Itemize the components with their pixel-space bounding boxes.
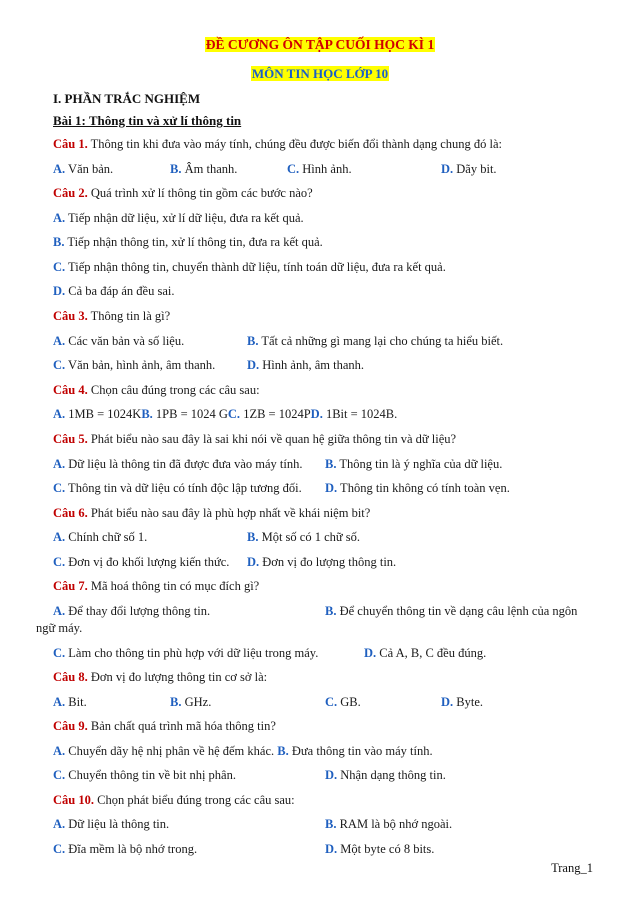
option-8d: D. Byte. [441, 695, 484, 709]
option-7b-continued: ngữ máy. [36, 621, 83, 635]
question-6: Câu 6. Phát biểu nào sau đây là phù hợp nhất về khái niệm bit? [53, 506, 371, 520]
option-5b: B. Thông tin là ý nghĩa của dữ liệu. [325, 457, 503, 471]
option-3c: C. Văn bản, hình ảnh, âm thanh. [53, 358, 216, 372]
option-5a: A. Dữ liệu là thông tin đã được đưa vào máy tính. [53, 457, 303, 471]
option-3a: A. Các văn bản và số liệu. [53, 334, 185, 348]
option-3b: B. Tất cả những gì mang lại cho chúng ta hiểu biết. [247, 334, 504, 348]
option-10b: B. RAM là bộ nhớ ngoài. [325, 817, 453, 831]
option-1b: B. Âm thanh. [170, 162, 238, 176]
option-7b: B. Để chuyển thông tin về dạng câu lệnh của ngôn [325, 604, 578, 618]
option-2c: C. Tiếp nhận thông tin, chuyển thành dữ liệu, tính toán dữ liệu, đưa ra kết quả. [53, 260, 446, 274]
option-8b: B. GHz. [170, 695, 212, 709]
question-3: Câu 3. Thông tin là gì? [53, 309, 171, 323]
option-5d: D. Thông tin không có tính toàn vẹn. [325, 481, 510, 495]
option-4-row: A. 1MB = 1024KB. 1PB = 1024 GC. 1ZB = 1024PD. 1Bit = 1024B. [53, 407, 398, 421]
option-10c: C. Đĩa mềm là bộ nhớ trong. [53, 842, 198, 856]
option-7a: A. Để thay đổi lượng thông tin. [53, 604, 211, 618]
question-1: Câu 1. Thông tin khi đưa vào máy tính, chúng đều được biến đổi thành dạng chung đó là: [53, 137, 503, 151]
page-number: Trang_1 [551, 861, 593, 875]
option-10d: D. Một byte có 8 bits. [325, 842, 435, 856]
option-9c: C. Chuyển thông tin về bit nhị phân. [53, 768, 236, 782]
question-8: Câu 8. Đơn vị đo lượng thông tin cơ sở là: [53, 670, 268, 684]
option-1d: D. Dãy bit. [441, 162, 497, 176]
option-9d: D. Nhận dạng thông tin. [325, 768, 446, 782]
section-heading: I. PHẦN TRẮC NGHIỆM [53, 91, 201, 106]
option-2d: D. Cả ba đáp án đều sai. [53, 284, 175, 298]
option-8c: C. GB. [325, 695, 361, 709]
option-6a: A. Chính chữ số 1. [53, 530, 148, 544]
document-title: ĐỀ CƯƠNG ÔN TẬP CUỐI HỌC KÌ 1 [205, 37, 435, 52]
option-6d: D. Đơn vị đo lượng thông tin. [247, 555, 397, 569]
option-2b: B. Tiếp nhận thông tin, xử lí thông tin, đưa ra kết quả. [53, 235, 323, 249]
question-7: Câu 7. Mã hoá thông tin có mục đích gì? [53, 579, 260, 593]
option-2a: A. Tiếp nhận dữ liệu, xử lí dữ liệu, đưa ra kết quả. [53, 211, 304, 225]
option-7d: D. Cả A, B, C đều đúng. [364, 646, 487, 660]
option-1c: C. Hình ảnh. [287, 162, 352, 176]
option-1a: A. Văn bản. [53, 162, 114, 176]
question-2: Câu 2. Quá trình xử lí thông tin gồm các bước nào? [53, 186, 313, 200]
option-10a: A. Dữ liệu là thông tin. [53, 817, 170, 831]
lesson-heading: Bài 1: Thông tin và xử lí thông tin [53, 113, 242, 128]
option-9a-b: A. Chuyển dãy hệ nhị phân về hệ đếm khác. B. Đưa thông tin vào máy tính. [53, 744, 433, 758]
question-5: Câu 5. Phát biểu nào sau đây là sai khi nói về quan hệ giữa thông tin và dữ liệu? [53, 432, 457, 446]
option-5c: C. Thông tin và dữ liệu có tính độc lập tương đối. [53, 481, 302, 495]
document-subtitle: MÔN TIN HỌC LỚP 10 [251, 66, 389, 81]
option-6c: C. Đơn vị đo khối lượng kiến thức. [53, 555, 230, 569]
option-6b: B. Một số có 1 chữ số. [247, 530, 361, 544]
question-4: Câu 4. Chọn câu đúng trong các câu sau: [53, 383, 260, 397]
option-8a: A. Bit. [53, 695, 87, 709]
option-3d: D. Hình ảnh, âm thanh. [247, 358, 364, 372]
question-10: Câu 10. Chọn phát biểu đúng trong các câu sau: [53, 793, 295, 807]
question-9: Câu 9. Bản chất quá trình mã hóa thông tin? [53, 719, 276, 733]
option-7c: C. Làm cho thông tin phù hợp với dữ liệu trong máy. [53, 646, 319, 660]
